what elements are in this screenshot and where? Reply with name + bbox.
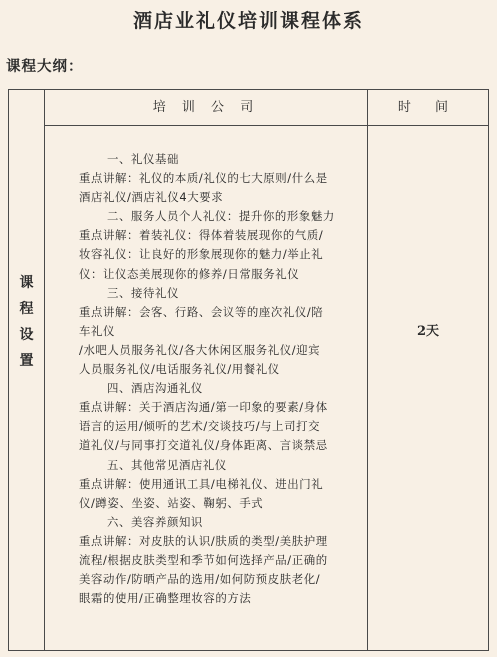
content-line: 重点讲解：关于酒店沟通/第一印象的要素/身体 [79,400,328,415]
content-line: 重点讲解：礼仪的本质/礼仪的七大原则/什么是 [79,171,328,186]
content-line: 车礼仪 [79,323,115,338]
content-line: /水吧人员服务礼仪/各大休闲区服务礼仪/迎宾 [79,342,321,357]
table-divider [44,90,45,650]
content-line: 流程/根据皮肤类型和季节如何选择产品/正确的 [79,552,328,567]
side-label [9,270,44,374]
side-label-char: 程 [19,301,34,317]
content-line: 美容动作/防晒产品的选用/如何防预皮肤老化/ [79,572,321,587]
content-line: 眼霜的使用/正确整理妆容的方法 [79,591,252,606]
side-label-char: 设 [19,327,34,343]
section-heading: 五、其他常见酒店礼仪 [107,457,227,472]
header-time: 时 间 [397,100,459,115]
side-label-char: 置 [19,353,34,369]
side-label-char: 课 [19,275,34,291]
page-title: 酒店业礼仪培训课程体系 [132,10,364,32]
content-line: 仪/蹲姿、坐姿、站姿、鞠躬、手式 [79,495,264,510]
content-line: 道礼仪/与同事打交道礼仪/身体距离、言谈禁忌 [79,438,328,453]
section-heading: 四、酒店沟通礼仪 [107,381,203,396]
content-line: 仪：让仪态美展现你的修养/日常服务礼仪 [79,266,300,281]
table-divider [367,90,368,650]
course-table [8,89,489,651]
content-line: 重点讲解：会客、行路、会议等的座次礼仪/陪 [79,304,324,319]
content-line: 重点讲解：使用通讯工具/电梯礼仪、进出门礼 [79,476,324,491]
table-divider [44,125,488,126]
content-line: 人员服务礼仪/电话服务礼仪/用餐礼仪 [79,362,280,377]
content-line: 语言的运用/倾听的艺术/交谈技巧/与上司打交 [79,419,321,434]
outline-label: 课程大纲： [6,58,84,75]
section-heading: 六、美容养颜知识 [107,514,203,529]
header-course: 培 训 公 司 [152,100,260,115]
content-line: 酒店礼仪/酒店礼仪4大要求 [79,190,224,205]
duration: 2天 [416,324,440,339]
section-heading: 三、接待礼仪 [107,285,179,300]
content-line: 妆容礼仪：让良好的形象展现你的魅力/举止礼 [79,247,324,262]
section-heading: 二、服务人员个人礼仪：提升你的形象魅力 [107,209,335,224]
content-line: 重点讲解：对皮肤的认识/肤质的类型/美肤护理 [79,533,328,548]
section-heading: 一、礼仪基础 [107,152,179,166]
content-line: 重点讲解：着装礼仪：得体着装展现你的气质/ [79,228,324,243]
course-content [79,150,363,608]
